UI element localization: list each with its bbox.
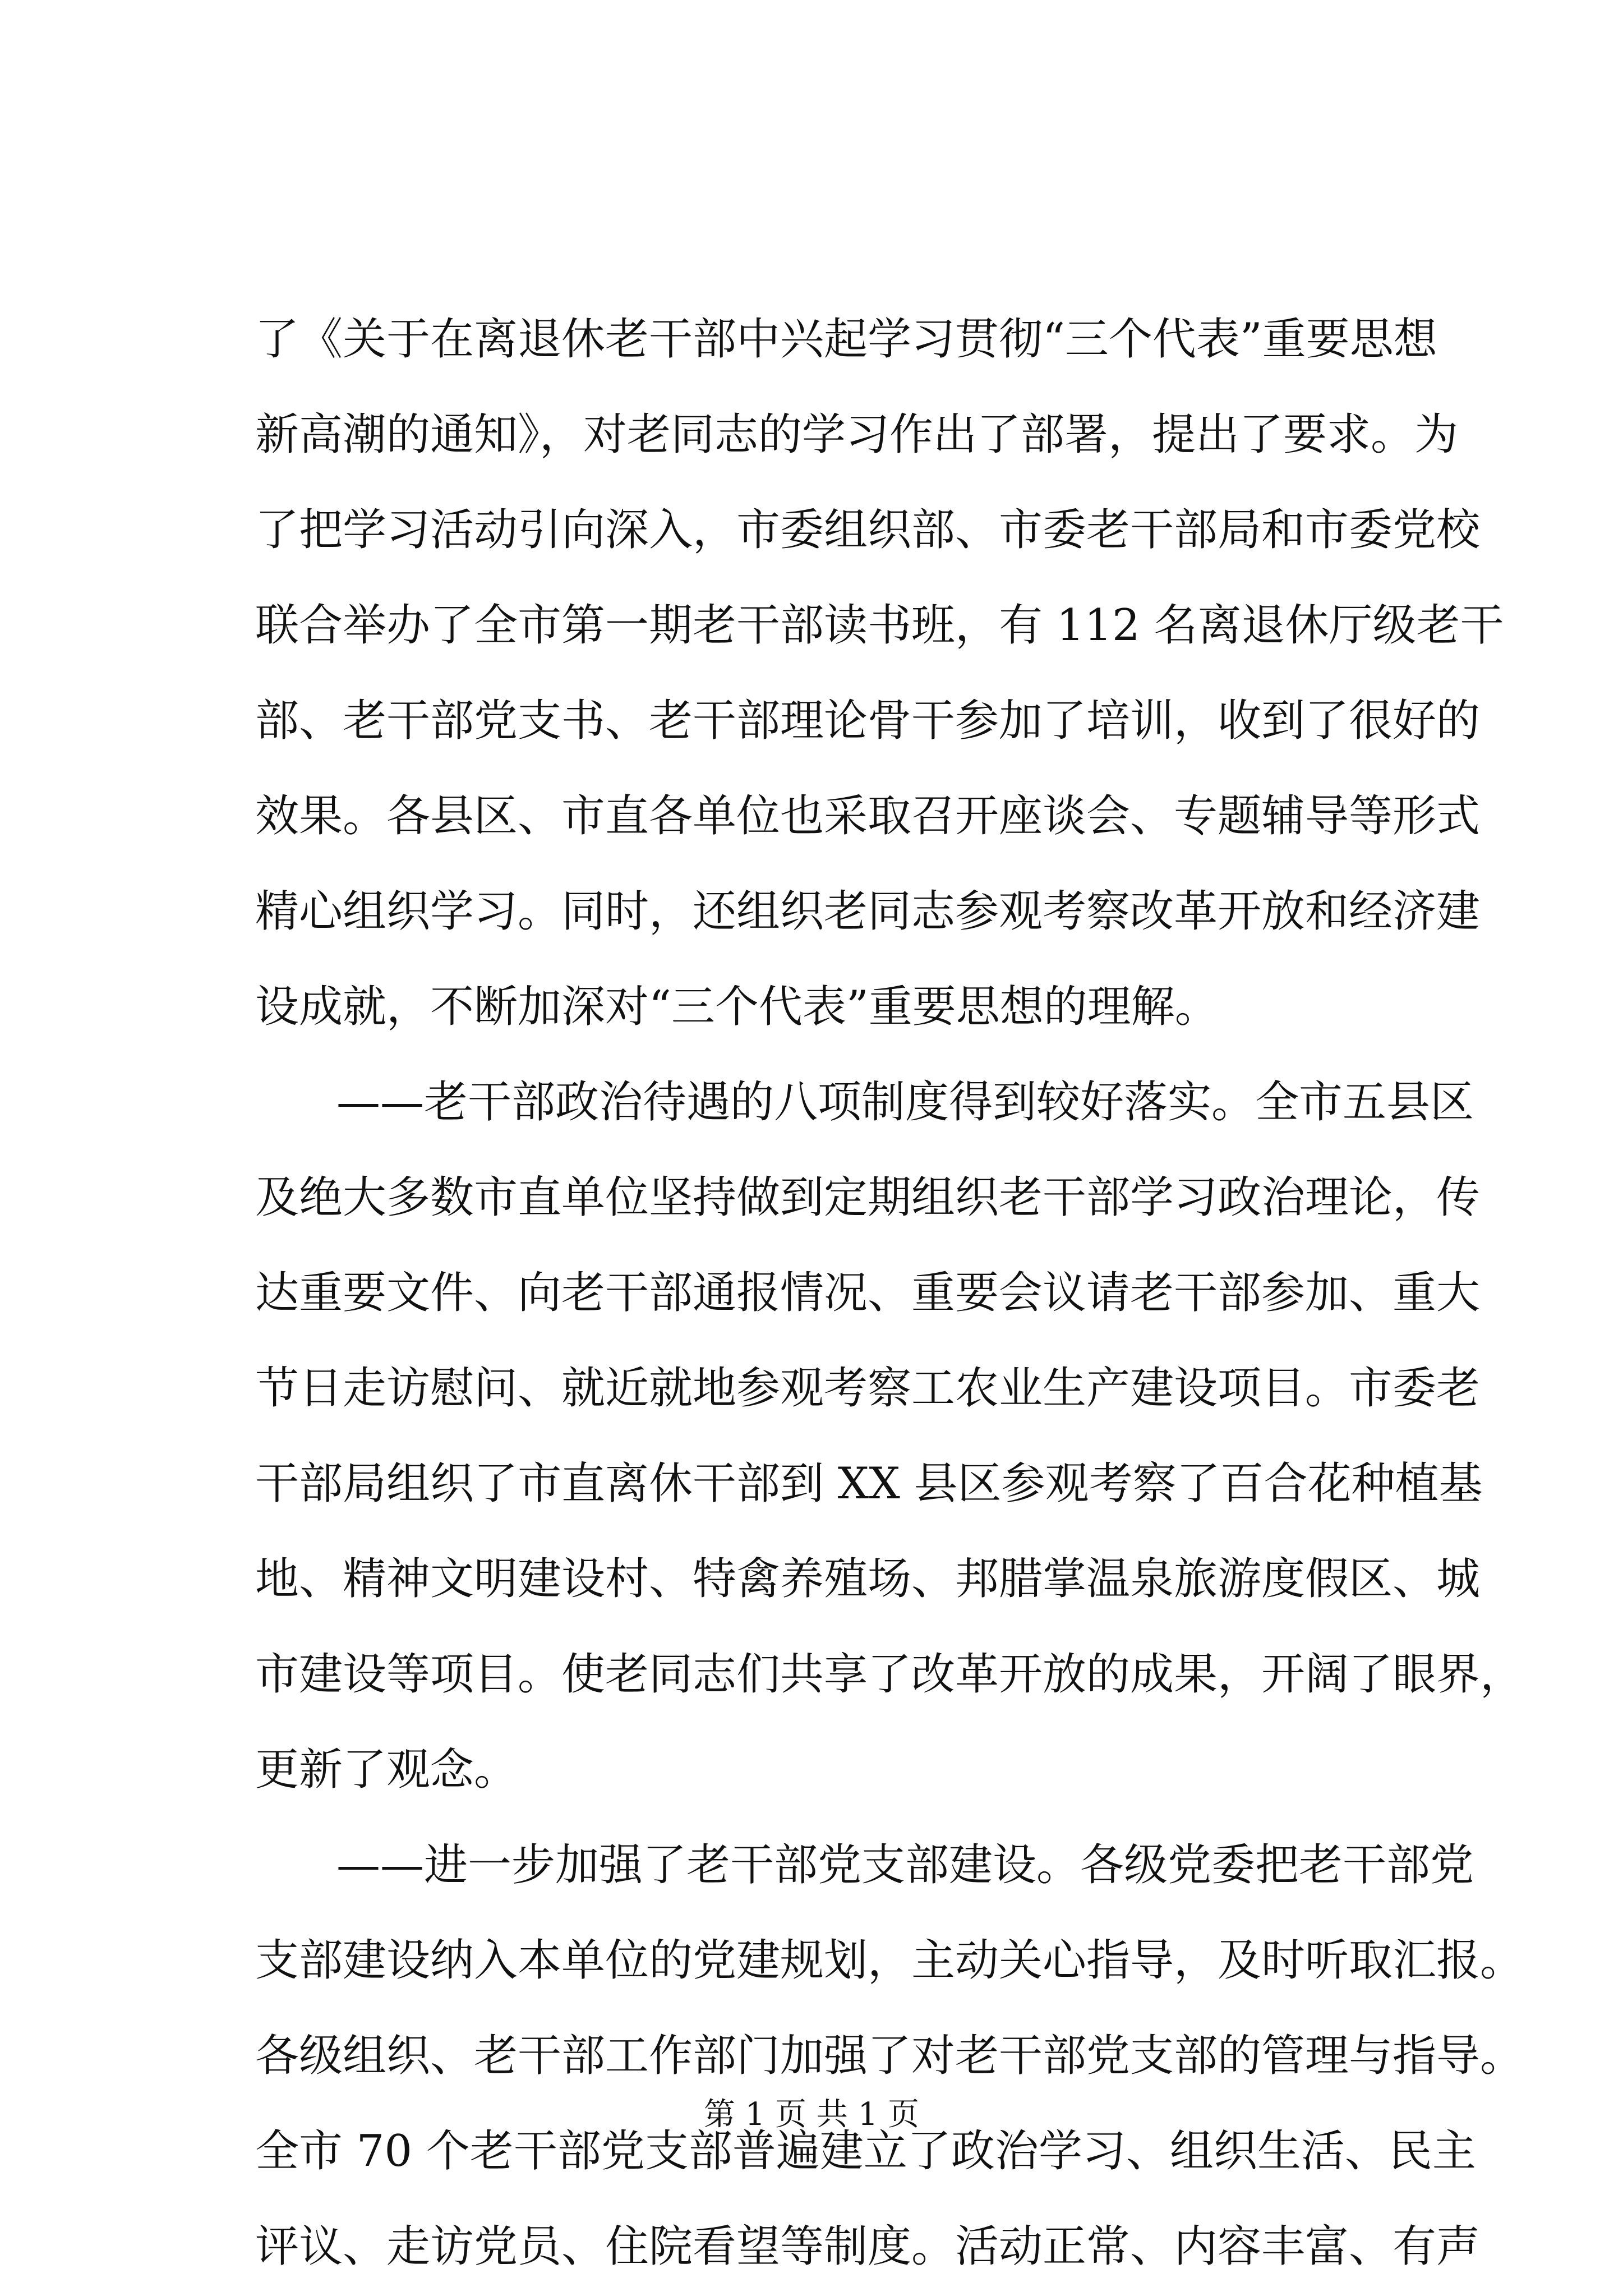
page-number-footer: 第 1 页 共 1 页 [703,2096,920,2133]
body-text-line: 节日走访慰问、就近就地参观考察工农业生产建设项目。市委老 [255,1363,1481,1414]
body-text-line: 部、老干部党支书、老干部理论骨干参加了培训，收到了很好的 [255,696,1481,746]
body-text-line: 效果。各县区、市直各单位也采取召开座谈会、专题辅导等形式 [255,791,1481,841]
body-text-line: 了把学习活动引向深入，市委组织部、市委老干部局和市委党校 [255,505,1481,555]
body-text-line: 设成就，不断加深对“三个代表”重要思想的理解。 [255,982,1219,1032]
body-text-line: 市建设等项目。使老同志们共享了改革开放的成果，开阔了眼界， [255,1649,1524,1700]
body-text-line: 全市 70 个老干部党支部普遍建立了政治学习、组织生活、民主 [255,2126,1476,2177]
body-text-line: ——进一步加强了老干部党支部建设。各级党委把老干部党 [336,1840,1474,1890]
body-text-line: 联合举办了全市第一期老干部读书班，有 112 名离退休厅级老干 [255,600,1504,651]
body-text-line: 及绝大多数市直单位坚持做到定期组织老干部学习政治理论，传 [255,1172,1481,1223]
body-text-line: 了《关于在离退休老干部中兴起学习贯彻“三个代表”重要思想 [255,314,1437,365]
body-text-line: 地、精神文明建设村、特禽养殖场、邦腊掌温泉旅游度假区、城 [255,1554,1481,1604]
body-text-line: 各级组织、老干部工作部门加强了对老干部党支部的管理与指导。 [255,2031,1524,2081]
body-text-line: 达重要文件、向老干部通报情况、重要会议请老干部参加、重大 [255,1268,1481,1318]
body-text-line: 新高潮的通知》，对老同志的学习作出了部署，提出了要求。为 [255,409,1459,460]
body-text-line: 支部建设纳入本单位的党建规划，主动关心指导，及时听取汇报。 [255,1935,1524,1986]
body-text-line: 更新了观念。 [255,1745,518,1795]
body-text-line: 评议、走访党员、住院看望等制度。活动正常、内容丰富、有声 [255,2221,1481,2272]
body-text-line: ——老干部政治待遇的八项制度得到较好落实。全市五县区 [336,1077,1474,1128]
body-text-line: 干部局组织了市直离休干部到 XX 县区参观考察了百合花种植基 [255,1458,1483,1509]
body-text-line: 精心组织学习。同时，还组织老同志参观考察改革开放和经济建 [255,886,1481,937]
